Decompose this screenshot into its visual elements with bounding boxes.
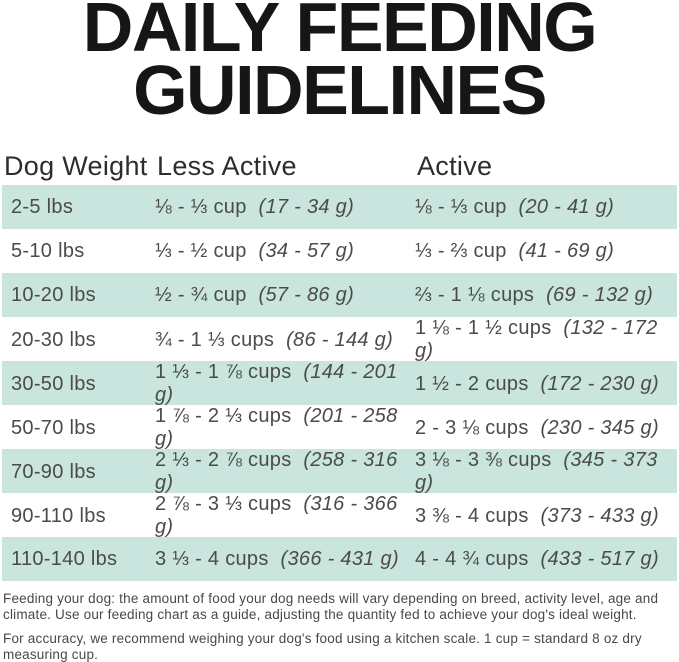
active-cell — [415, 449, 677, 495]
header-dog-weight: Dog Weight — [4, 151, 148, 181]
less-active-cell — [155, 196, 415, 219]
grams-text: (69 - 132 g) — [546, 283, 654, 306]
weight-cell: 20-30 lbs — [11, 328, 96, 351]
amount-text: 2 ⅞ - 3 ⅓ cups — [155, 493, 292, 515]
table-row — [2, 537, 677, 581]
amount-text: ⅓ - ½ cup — [155, 239, 247, 262]
table-row — [2, 361, 677, 405]
header-less-active: Less Active — [157, 151, 297, 181]
grams-text: (366 - 431 g) — [280, 547, 399, 570]
amount-text: 1 ½ - 2 cups — [415, 372, 529, 395]
active-cell — [415, 417, 677, 440]
less-active-cell — [155, 493, 415, 539]
table-row — [2, 185, 677, 229]
active-cell — [415, 548, 677, 571]
amount-text: 1 ⅞ - 2 ⅓ cups — [155, 405, 292, 427]
less-active-cell — [155, 405, 415, 451]
active-cell — [415, 373, 677, 396]
grams-text: (345 - 373 g) — [415, 449, 658, 494]
grams-text: (172 - 230 g) — [540, 372, 659, 395]
active-cell — [415, 505, 677, 528]
amount-text: 3 ⅓ - 4 cups — [155, 547, 269, 570]
less-active-cell — [155, 361, 415, 407]
weight-cell: 5-10 lbs — [11, 239, 85, 262]
footer-paragraph-accuracy: For accuracy, we recommend weighing your dog's food using a kitchen scale. 1 cup = standard 8 oz dry measuring cup. — [3, 631, 642, 662]
table-row — [2, 449, 677, 493]
grams-text: (17 - 34 g) — [258, 195, 355, 218]
weight-cell: 50-70 lbs — [11, 416, 96, 439]
page-title-line-1: DAILY FEEDING — [82, 0, 597, 66]
amount-text: 2 - 3 ⅛ cups — [415, 416, 529, 439]
feeding-table — [0, 148, 679, 581]
weight-cell: 90-110 lbs — [11, 504, 106, 527]
less-active-cell — [155, 548, 415, 571]
weight-cell: 10-20 lbs — [11, 283, 96, 306]
amount-text: ⅛ - ⅓ cup — [155, 195, 247, 218]
grams-text: (144 - 201 g) — [155, 361, 398, 406]
grams-text: (34 - 57 g) — [258, 239, 355, 262]
grams-text: (316 - 366 g) — [155, 493, 398, 538]
amount-text: 1 ⅓ - 1 ⅞ cups — [155, 361, 292, 383]
grams-text: (433 - 517 g) — [540, 547, 659, 570]
table-header-row — [2, 148, 677, 185]
footer-notes — [0, 591, 679, 662]
grams-text: (20 - 41 g) — [518, 195, 615, 218]
weight-cell: 2-5 lbs — [11, 195, 74, 218]
grams-text: (201 - 258 g) — [155, 405, 398, 450]
grams-text: (57 - 86 g) — [258, 283, 355, 306]
less-active-cell — [155, 329, 415, 352]
amount-text: 1 ⅛ - 1 ½ cups — [415, 317, 552, 339]
amount-text: 3 ⅜ - 4 cups — [415, 504, 529, 527]
grams-text: (373 - 433 g) — [540, 504, 659, 527]
amount-text: 3 ⅛ - 3 ⅜ cups — [415, 449, 552, 471]
page-title — [0, 0, 679, 129]
table-row — [2, 229, 677, 273]
grams-text: (41 - 69 g) — [518, 239, 615, 262]
weight-cell: 110-140 lbs — [11, 547, 118, 570]
footer-paragraph-feeding: Feeding your dog: the amount of food your dog needs will vary depending on breed, activity level, age and climate. Use our feeding chart as a guide, adjusting the quantity fed to achieve your dog's ideal weight. — [3, 591, 659, 622]
active-cell — [415, 284, 677, 307]
amount-text: ⅓ - ⅔ cup — [415, 239, 507, 262]
less-active-cell — [155, 284, 415, 307]
amount-text: 2 ⅓ - 2 ⅞ cups — [155, 449, 292, 471]
table-row — [2, 317, 677, 361]
weight-cell: 30-50 lbs — [11, 372, 96, 395]
weight-cell: 70-90 lbs — [11, 460, 96, 483]
table-row — [2, 273, 677, 317]
active-cell — [415, 240, 677, 263]
table-row — [2, 405, 677, 449]
grams-text: (258 - 316 g) — [155, 449, 398, 494]
grams-text: (132 - 172 g) — [415, 317, 658, 362]
amount-text: 4 - 4 ¾ cups — [415, 547, 529, 570]
active-cell — [415, 317, 677, 363]
active-cell — [415, 196, 677, 219]
amount-text: ¾ - 1 ⅓ cups — [155, 328, 275, 351]
amount-text: ⅛ - ⅓ cup — [415, 195, 507, 218]
less-active-cell — [155, 449, 415, 495]
table-row — [2, 493, 677, 537]
amount-text: ⅔ - 1 ⅛ cups — [415, 283, 535, 306]
amount-text: ½ - ¾ cup — [155, 283, 247, 306]
grams-text: (86 - 144 g) — [286, 328, 394, 351]
header-active: Active — [417, 151, 493, 181]
page-title-line-2: GUIDELINES — [133, 51, 546, 129]
less-active-cell — [155, 240, 415, 263]
grams-text: (230 - 345 g) — [540, 416, 659, 439]
